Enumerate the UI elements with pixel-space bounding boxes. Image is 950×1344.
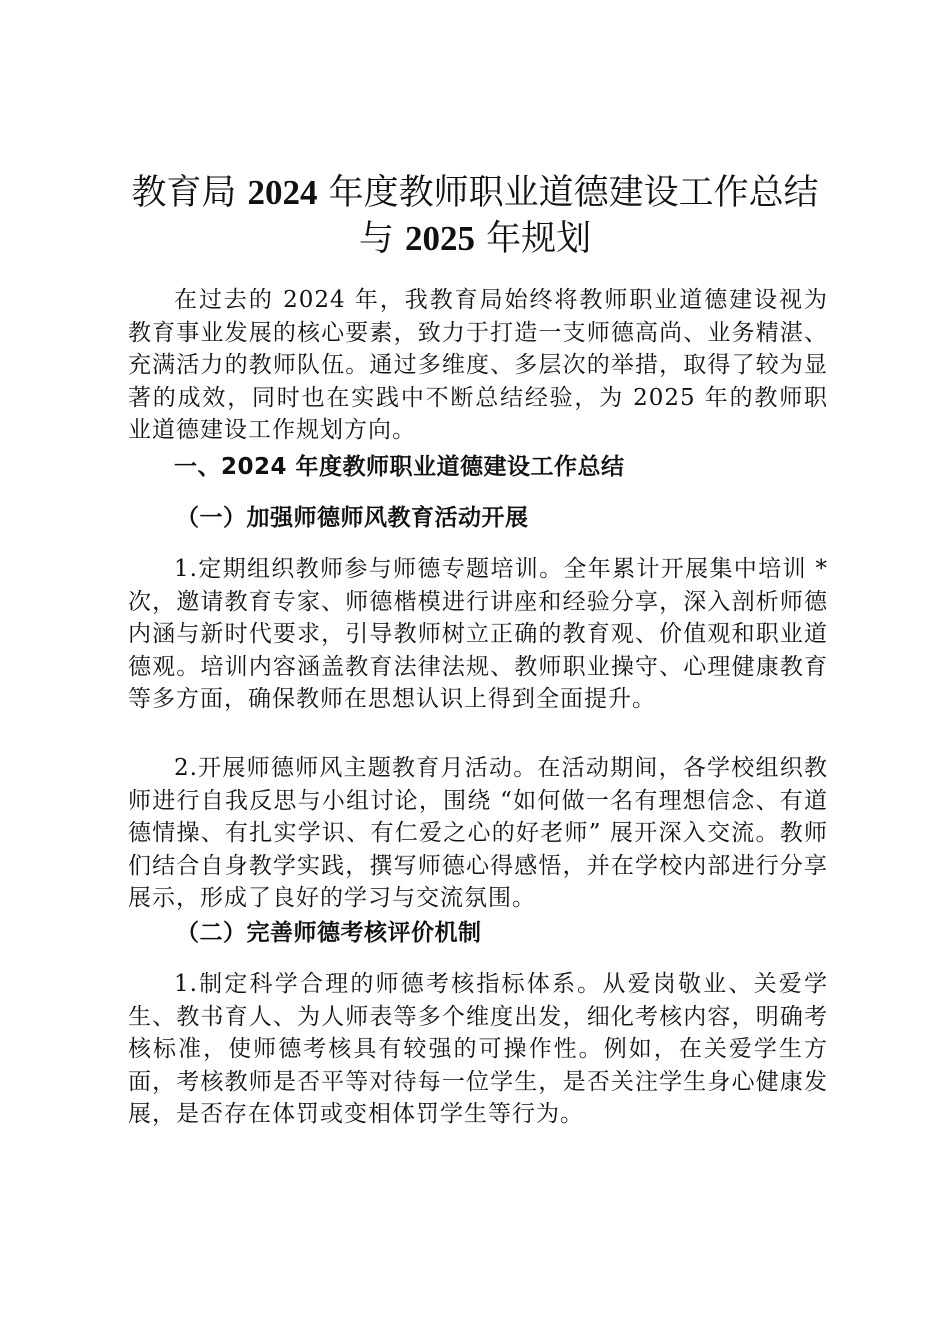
title-line2-prefix: 与 [358, 219, 405, 259]
title-line2-suffix: 年规划 [475, 219, 592, 259]
subsection-2-paragraph-1: 1.制定科学合理的师德考核指标体系。从爱岗敬业、关爱学生、教书育人、为人师表等多个维度出发，细化考核内容，明确考核标准，使师德考核具有较强的可操作性。例如，在关爱学生方面，考核教师是否平等对待每一位学生，是否关注学生身心健康发展，是否存在体罚或变相体罚学生等行为。 [128, 971, 828, 1128]
title-line1-prefix: 教育局 [131, 173, 248, 213]
title-line1-suffix: 年度教师职业道德建设工作总结 [317, 173, 819, 213]
document-title-line-1 [110, 168, 840, 218]
document-title-line-2 [110, 214, 840, 264]
section-1-heading: 一、2024 年度教师职业道德建设工作总结 [174, 454, 625, 480]
subsection-1-paragraph-2: 2.开展师德师风主题教育月活动。在活动期间，各学校组织教师进行自我反思与小组讨论，围绕 “如何做一名有理想信念、有道德情操、有扎实学识、有仁爱之心的好老师” 展开深入交流。教师们结合自身教学实践，撰写师德心得感悟，并在学校内部进行分享展示，形成了良好的学习与交流氛围。 [128, 755, 828, 912]
subsection-2-heading: （二）完善师德考核评价机制 [176, 920, 482, 946]
title-year-2025: 2025 [405, 219, 475, 258]
intro-paragraph: 在过去的 2024 年，我教育局始终将教师职业道德建设视为教育事业发展的核心要素，致力于打造一支师德高尚、业务精湛、充满活力的教师队伍。通过多维度、多层次的举措，取得了较为显著的成效，同时也在实践中不断总结经验，为 2025 年的教师职业道德建设工作规划方向。 [128, 287, 828, 444]
subsection-1-paragraph-1: 1.定期组织教师参与师德专题培训。全年累计开展集中培训 * 次，邀请教育专家、师德楷模进行讲座和经验分享，深入剖析师德内涵与新时代要求，引导教师树立正确的教育观、价值观和职业道德观。培训内容涵盖教育法律法规、教师职业操守、心理健康教育等多方面，确保教师在思想认识上得到全面提升。 [128, 556, 828, 713]
subsection-1-heading: （一）加强师德师风教育活动开展 [176, 505, 529, 531]
title-year-2024: 2024 [247, 173, 318, 212]
